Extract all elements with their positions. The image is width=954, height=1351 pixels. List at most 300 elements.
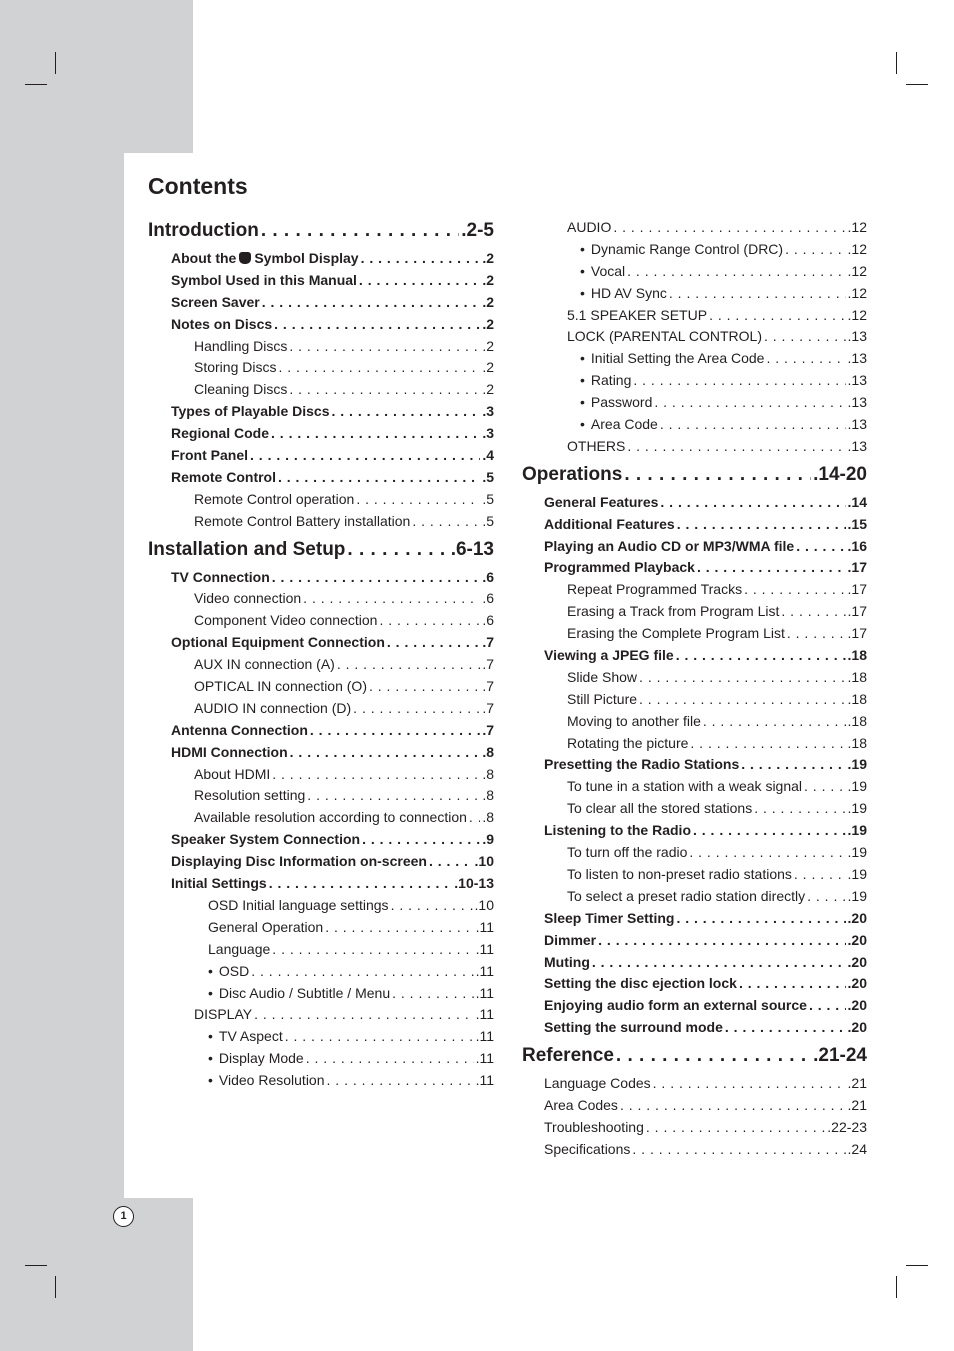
toc-entry-label: General Operation <box>208 918 324 935</box>
toc-entry-others[interactable] <box>522 436 867 458</box>
leader-dots <box>633 370 845 392</box>
toc-entry-additional-features[interactable] <box>522 514 867 536</box>
toc-entry-label: Remote Control <box>171 468 276 485</box>
toc-entry-setting-the-surround-mode[interactable] <box>522 1017 867 1039</box>
leader-dots <box>310 720 480 742</box>
leader-dots <box>796 536 845 558</box>
toc-entry-playing-an-audio-cd-or-mp3-wma-file[interactable] <box>522 536 867 558</box>
toc-entry-label: General Features <box>544 493 659 510</box>
toc-page-ref: .19 <box>847 822 867 839</box>
bullet-icon: • <box>580 350 585 367</box>
toc-entry-label: Moving to another file <box>567 712 701 729</box>
toc-entry-muting[interactable] <box>522 952 867 974</box>
leader-dots <box>353 698 480 720</box>
leader-dots <box>764 326 846 348</box>
crop-mark <box>906 1265 928 1266</box>
leader-dots <box>677 514 846 536</box>
toc-entry-notes-on-discs[interactable] <box>148 314 494 336</box>
toc-page-ref: .5 <box>482 468 494 485</box>
toc-page-ref: .12 <box>847 262 867 279</box>
leader-dots <box>272 567 481 589</box>
toc-entry-label: HDMI Connection <box>171 743 288 760</box>
toc-entry-programmed-playback[interactable] <box>522 557 867 579</box>
leader-dots <box>639 667 845 689</box>
toc-page-ref: .20 <box>847 953 867 970</box>
toc-entry-setting-the-disc-ejection-lock[interactable] <box>522 973 867 995</box>
toc-page-ref: .8 <box>482 765 494 782</box>
toc-page-ref: .5 <box>482 490 494 507</box>
toc-entry-label: Cleaning Discs <box>194 381 288 398</box>
crop-mark <box>906 84 928 85</box>
toc-entry-label: To listen to non-preset radio stations <box>567 865 792 882</box>
toc-entry-label: Still Picture <box>567 690 638 707</box>
toc-entry-label: About the <box>171 250 237 266</box>
toc-entry-storing-discs[interactable] <box>148 357 494 379</box>
toc-entry-label: Initial Setting the Area Code <box>590 350 765 367</box>
leader-dots <box>254 1004 473 1026</box>
toc-page-ref: .6 <box>482 612 494 629</box>
toc-entry-label: Additional Features <box>544 515 675 532</box>
toc-page-ref: .18 <box>847 668 867 685</box>
toc-entry-osd-initial-language-settings[interactable] <box>148 895 494 917</box>
toc-entry-dimmer[interactable] <box>522 930 867 952</box>
bullet-icon: • <box>208 962 213 979</box>
toc-entry-label: Vocal <box>590 262 626 279</box>
toc-entry-label: Remote Control Battery installation <box>194 512 411 529</box>
crop-mark <box>896 1276 897 1298</box>
crop-mark <box>25 84 47 85</box>
toc-entry-resolution-setting[interactable] <box>148 785 494 807</box>
leader-dots <box>379 610 480 632</box>
toc-page-ref: .17 <box>847 625 867 642</box>
margin-band-bottom <box>0 1198 193 1351</box>
leader-dots <box>412 511 480 533</box>
toc-page-ref: .7 <box>482 656 494 673</box>
leader-dots <box>660 414 846 436</box>
toc-entry-label: To tune in a station with a weak signal <box>567 778 803 795</box>
toc-entry-label: Display Mode <box>218 1050 304 1067</box>
leader-dots <box>307 785 480 807</box>
toc-entry-label: Remote Control operation <box>194 490 355 507</box>
leader-dots <box>703 711 846 733</box>
toc-page-ref: .4 <box>482 447 494 464</box>
toc-entry-video-connection[interactable] <box>148 588 494 610</box>
toc-page-ref: .17 <box>847 581 867 598</box>
toc-entry-language-codes[interactable] <box>522 1073 867 1095</box>
toc-entry-label: AUDIO IN connection (D) <box>194 699 352 716</box>
toc-page-ref: .20 <box>847 909 867 926</box>
leader-dots <box>278 467 480 489</box>
toc-entry-aux-in-connection-a[interactable] <box>148 654 494 676</box>
leader-dots <box>741 754 845 776</box>
toc-entry-tv-aspect[interactable] <box>148 1026 494 1048</box>
toc-entry-label: Types of Playable Discs <box>171 403 330 420</box>
margin-band-left <box>0 153 124 1198</box>
toc-page-ref: .8 <box>482 743 494 760</box>
toc-page-ref: .20 <box>847 1019 867 1036</box>
leader-dots <box>653 1073 846 1095</box>
toc-entry-label: OSD Initial language settings <box>208 896 389 913</box>
toc-entry-remote-control-operation[interactable] <box>148 489 494 511</box>
toc-entry-moving-to-another-file[interactable] <box>522 711 867 733</box>
toc-page-ref: .11 <box>475 1028 494 1045</box>
toc-entry-specifications[interactable] <box>522 1139 867 1161</box>
toc-entry-label: Disc Audio / Subtitle / Menu <box>218 984 391 1001</box>
toc-entry-label: LOCK (PARENTAL CONTROL) <box>567 328 762 345</box>
toc-entry-label: Slide Show <box>567 668 638 685</box>
bullet-icon: • <box>580 394 585 411</box>
toc-entry-label: Password <box>590 394 653 411</box>
toc-page-ref: .2 <box>482 315 494 332</box>
toc-entry-label: Repeat Programmed Tracks <box>567 581 743 598</box>
toc-entry-label: Sleep Timer Setting <box>544 909 675 926</box>
leader-dots <box>261 217 459 245</box>
toc-page-ref: .17 <box>847 603 867 620</box>
toc-entry-enjoying-audio-form-an-external-source[interactable] <box>522 995 867 1017</box>
toc-page-ref: .2-5 <box>461 220 494 241</box>
toc-entry-speaker-system-connection[interactable] <box>148 829 494 851</box>
toc-entry-front-panel[interactable] <box>148 445 494 467</box>
leader-dots <box>654 392 845 414</box>
toc-page-ref: .19 <box>847 844 867 861</box>
toc-entry-label: Area Code <box>590 416 658 433</box>
toc-entry-disc-audio-subtitle-menu[interactable] <box>148 983 494 1005</box>
toc-entry-sleep-timer-setting[interactable] <box>522 908 867 930</box>
toc-entry-label: AUDIO <box>567 219 612 235</box>
toc-entry-label: Handling Discs <box>194 337 288 354</box>
toc-entry-label: Programmed Playback <box>544 559 695 576</box>
leader-dots <box>709 305 845 327</box>
toc-entry-label: DISPLAY <box>194 1006 253 1023</box>
toc-entry-label: Playing an Audio CD or MP3/WMA file <box>544 537 795 554</box>
toc-page-ref: .18 <box>847 690 867 707</box>
toc-page-ref: .13 <box>847 394 867 411</box>
leader-dots <box>676 645 846 667</box>
toc-entry-to-tune-in-a-station-with-a-weak-signal[interactable] <box>522 776 867 798</box>
bullet-icon: • <box>208 984 213 1001</box>
toc-entry-available-resolution-according-to-connec[interactable] <box>148 807 494 829</box>
leader-dots <box>627 261 845 283</box>
bullet-icon: • <box>580 416 585 433</box>
toc-page-ref: .2 <box>482 337 494 354</box>
toc-entry-area-codes[interactable] <box>522 1095 867 1117</box>
leader-dots <box>620 1095 846 1117</box>
toc-entry-label: Troubleshooting <box>544 1118 644 1135</box>
leader-dots <box>272 939 473 961</box>
toc-page-ref: .13 <box>847 372 867 389</box>
toc-page-ref: .2 <box>482 250 494 266</box>
toc-page-ref: .7 <box>482 721 494 738</box>
toc-page-ref: .12 <box>847 219 867 235</box>
toc-entry-presetting-the-radio-stations[interactable] <box>522 754 867 776</box>
toc-section-introduction[interactable] <box>148 217 494 245</box>
toc-entry-label: OSD <box>218 962 250 979</box>
toc-entry-label: Presetting the Radio Stations <box>544 756 740 773</box>
toc-page-ref: .9 <box>482 831 494 848</box>
toc-entry-label: Regional Code <box>171 425 270 442</box>
toc-entry-label: Antenna Connection <box>171 721 308 738</box>
leader-dots <box>785 239 845 261</box>
toc-page-ref: .8 <box>482 809 494 826</box>
bullet-icon: • <box>208 1028 213 1045</box>
toc-entry-display[interactable] <box>148 1004 494 1026</box>
leader-dots <box>429 851 473 873</box>
toc-entry-label: OPTICAL IN connection (O) <box>194 678 367 695</box>
toc-entry-5-1-speaker-setup[interactable] <box>522 305 867 327</box>
toc-page-ref: .11 <box>475 1006 494 1023</box>
bullet-icon: • <box>580 372 585 389</box>
toc-entry-label: Symbol Used in this Manual <box>171 271 357 288</box>
toc-entry-repeat-programmed-tracks[interactable] <box>522 579 867 601</box>
toc-entry-cleaning-discs[interactable] <box>148 379 494 401</box>
toc-entry-label: TV Aspect <box>218 1028 283 1045</box>
toc-entry-rotating-the-picture[interactable] <box>522 733 867 755</box>
toc-entry-about-the[interactable] <box>148 248 494 270</box>
toc-page-ref: .13 <box>847 328 867 345</box>
toc-page-ref: .13 <box>847 416 867 433</box>
toc-page-ref: .8 <box>482 787 494 804</box>
leader-dots <box>592 952 846 974</box>
toc-entry-label: Initial Settings <box>171 875 267 892</box>
toc-section-reference[interactable] <box>522 1042 867 1070</box>
toc-page-ref: .19 <box>847 800 867 817</box>
leader-dots <box>632 1139 845 1161</box>
leader-dots <box>676 908 845 930</box>
toc-entry-to-listen-to-non-preset-radio-stations[interactable] <box>522 864 867 886</box>
leader-dots <box>274 314 480 336</box>
toc-page-ref: .24 <box>847 1140 867 1157</box>
toc-entry-label: Dynamic Range Control (DRC) <box>590 240 784 257</box>
leader-dots <box>807 886 845 908</box>
toc-entry-label: Specifications <box>544 1140 631 1157</box>
leader-dots <box>306 1048 474 1070</box>
toc-page-ref: .19 <box>847 865 867 882</box>
toc-page-ref: .2 <box>482 293 494 310</box>
toc-page-ref: .21 <box>847 1096 867 1113</box>
leader-dots <box>725 1017 846 1039</box>
page-title: Contents <box>148 173 248 199</box>
leader-dots <box>361 248 481 270</box>
toc-entry-component-video-connection[interactable] <box>148 610 494 632</box>
toc-entry-to-select-a-preset-radio-station-directl[interactable] <box>522 886 867 908</box>
toc-entry-general-features[interactable] <box>522 492 867 514</box>
toc-page-ref: .10 <box>474 853 494 870</box>
toc-page-ref: .3 <box>482 403 494 420</box>
toc-entry-area-code[interactable] <box>522 414 867 436</box>
toc-page-ref: .12 <box>847 240 867 257</box>
toc-entry-label: Enjoying audio form an external source <box>544 997 807 1014</box>
toc-entry-about-hdmi[interactable] <box>148 764 494 786</box>
toc-entry-initial-setting-the-area-code[interactable] <box>522 348 867 370</box>
margin-band-top <box>0 0 193 153</box>
crop-mark <box>55 52 56 74</box>
toc-section-installation-and-setup[interactable] <box>148 536 494 564</box>
toc-entry-label: Available resolution according to connection <box>194 809 467 826</box>
toc-page-ref: .13 <box>847 437 867 454</box>
toc-entry-label: Optional Equipment Connection <box>171 634 385 651</box>
toc-entry-label: Erasing a Track from Program List <box>567 603 780 620</box>
toc-entry-troubleshooting[interactable] <box>522 1117 867 1139</box>
toc-page-ref: .11 <box>475 1050 494 1067</box>
toc-entry-label-suffix: Symbol Display <box>254 250 359 266</box>
leader-dots <box>781 601 845 623</box>
toc-entry-label: Storing Discs <box>194 359 277 376</box>
leader-dots <box>289 336 480 358</box>
leader-dots <box>262 292 481 314</box>
bullet-icon: • <box>580 284 585 301</box>
toc-entry-remote-control-battery-installation[interactable] <box>148 511 494 533</box>
toc-entry-antenna-connection[interactable] <box>148 720 494 742</box>
toc-page-ref: .3 <box>482 425 494 442</box>
leader-dots <box>660 492 845 514</box>
toc-entry-handling-discs[interactable] <box>148 336 494 358</box>
leader-dots <box>669 283 846 305</box>
toc-entry-dynamic-range-control-drc[interactable] <box>522 239 867 261</box>
toc-entry-regional-code[interactable] <box>148 423 494 445</box>
leader-dots <box>359 270 480 292</box>
toc-page-ref: .19 <box>847 887 867 904</box>
toc-entry-label: Front Panel <box>171 447 249 464</box>
hand-symbol-icon <box>239 252 251 264</box>
toc-entry-label: Setting the surround mode <box>544 1019 723 1036</box>
leader-dots <box>693 820 846 842</box>
leader-dots <box>251 961 473 983</box>
leader-dots <box>331 401 480 423</box>
bullet-icon: • <box>580 262 585 279</box>
leader-dots <box>624 461 811 489</box>
toc-page-ref: .6-13 <box>450 538 494 560</box>
toc-entry-label: Erasing the Complete Program List <box>567 625 785 642</box>
toc-entry-label: Rating <box>590 372 632 389</box>
toc-entry-displaying-disc-information-on-screen[interactable] <box>148 851 494 873</box>
toc-entry-label: Screen Saver <box>171 293 260 310</box>
toc-entry-audio-in-connection-d[interactable] <box>148 698 494 720</box>
toc-entry-label: Viewing a JPEG file <box>544 647 674 664</box>
toc-entry-optical-in-connection-o[interactable] <box>148 676 494 698</box>
leader-dots <box>327 1070 474 1092</box>
toc-entry-initial-settings[interactable] <box>148 873 494 895</box>
toc-entry-label: Component Video connection <box>194 612 378 629</box>
leader-dots <box>356 489 480 511</box>
toc-entry-display-mode[interactable] <box>148 1048 494 1070</box>
leader-dots <box>646 1117 825 1139</box>
toc-entry-hd-av-sync[interactable] <box>522 283 867 305</box>
toc-page-ref: .17 <box>847 559 867 576</box>
toc-entry-to-turn-off-the-radio[interactable] <box>522 842 867 864</box>
leader-dots <box>787 623 846 645</box>
toc-entry-language[interactable] <box>148 939 494 961</box>
leader-dots <box>289 379 480 401</box>
toc-entry-password[interactable] <box>522 392 867 414</box>
toc-column-left <box>148 217 494 1092</box>
toc-entry-symbol-used-in-this-manual[interactable] <box>148 270 494 292</box>
toc-entry-label: Introduction <box>148 220 259 241</box>
leader-dots <box>689 842 845 864</box>
toc-entry-label: Notes on Discs <box>171 315 273 332</box>
toc-page-ref: .7 <box>482 699 494 716</box>
toc-entry-label: To clear all the stored stations <box>567 800 753 817</box>
toc-page-ref: .11 <box>475 962 494 979</box>
leader-dots <box>337 654 480 676</box>
leader-dots <box>391 895 473 917</box>
toc-entry-screen-saver[interactable] <box>148 292 494 314</box>
toc-entry-label: Operations <box>522 463 623 485</box>
toc-column-right <box>522 217 867 1161</box>
toc-page-ref: .12 <box>847 284 867 301</box>
bullet-icon: • <box>208 1072 213 1089</box>
toc-entry-tv-connection[interactable] <box>148 567 494 589</box>
leader-dots <box>697 557 846 579</box>
toc-entry-erasing-a-track-from-program-list[interactable] <box>522 601 867 623</box>
toc-entry-hdmi-connection[interactable] <box>148 742 494 764</box>
toc-page-ref: .10 <box>474 896 494 913</box>
toc-page-ref: .7 <box>482 634 494 651</box>
toc-entry-rating[interactable] <box>522 370 867 392</box>
toc-entry-optional-equipment-connection[interactable] <box>148 632 494 654</box>
leader-dots <box>690 733 845 755</box>
toc-page-ref: .14 <box>847 493 867 510</box>
leader-dots <box>392 983 473 1005</box>
toc-page-ref: .20 <box>847 931 867 948</box>
toc-entry-video-resolution[interactable] <box>148 1070 494 1092</box>
toc-entry-types-of-playable-discs[interactable] <box>148 401 494 423</box>
toc-page-ref: .21 <box>847 1075 867 1092</box>
toc-page-ref: .7 <box>482 678 494 695</box>
toc-entry-vocal[interactable] <box>522 261 867 283</box>
toc-page-ref: .18 <box>847 712 867 729</box>
toc-page-ref: .15 <box>847 515 867 532</box>
toc-entry-osd[interactable] <box>148 961 494 983</box>
toc-entry-label: Language Codes <box>544 1075 651 1092</box>
toc-entry-label: Speaker System Connection <box>171 831 361 848</box>
toc-entry-label: Reference <box>522 1045 614 1067</box>
toc-page-ref: .18 <box>847 734 867 751</box>
leader-dots <box>269 873 453 895</box>
toc-page-ref: .6 <box>482 568 494 585</box>
toc-entry-viewing-a-jpeg-file[interactable] <box>522 645 867 667</box>
leader-dots <box>744 579 845 601</box>
toc-page-ref: .19 <box>847 756 867 773</box>
toc-page-ref: .10-13 <box>454 875 494 892</box>
toc-entry-label: Rotating the picture <box>567 734 689 751</box>
toc-entry-lock-parental-control[interactable] <box>522 326 867 348</box>
leader-dots <box>325 917 473 939</box>
toc-entry-listening-to-the-radio[interactable] <box>522 820 867 842</box>
toc-entry-audio[interactable] <box>522 217 867 239</box>
toc-entry-still-picture[interactable] <box>522 689 867 711</box>
toc-entry-general-operation[interactable] <box>148 917 494 939</box>
leader-dots <box>754 798 845 820</box>
toc-entry-label: Video connection <box>194 590 302 607</box>
leader-dots <box>271 423 480 445</box>
page-number: 1 <box>113 1206 134 1227</box>
toc-entry-erasing-the-complete-program-list[interactable] <box>522 623 867 645</box>
toc-section-operations[interactable] <box>522 461 867 489</box>
leader-dots <box>278 357 480 379</box>
toc-entry-to-clear-all-the-stored-stations[interactable] <box>522 798 867 820</box>
toc-entry-label: Setting the disc ejection lock <box>544 975 737 992</box>
leader-dots <box>613 217 845 239</box>
toc-entry-slide-show[interactable] <box>522 667 867 689</box>
toc-entry-label: Displaying Disc Information on-screen <box>171 853 427 870</box>
leader-dots <box>809 995 846 1017</box>
leader-dots <box>285 1026 474 1048</box>
toc-page-ref: .2 <box>482 359 494 376</box>
leader-dots <box>290 742 481 764</box>
toc-entry-remote-control[interactable] <box>148 467 494 489</box>
bullet-icon: • <box>580 240 585 257</box>
toc-entry-label: Dimmer <box>544 931 597 948</box>
